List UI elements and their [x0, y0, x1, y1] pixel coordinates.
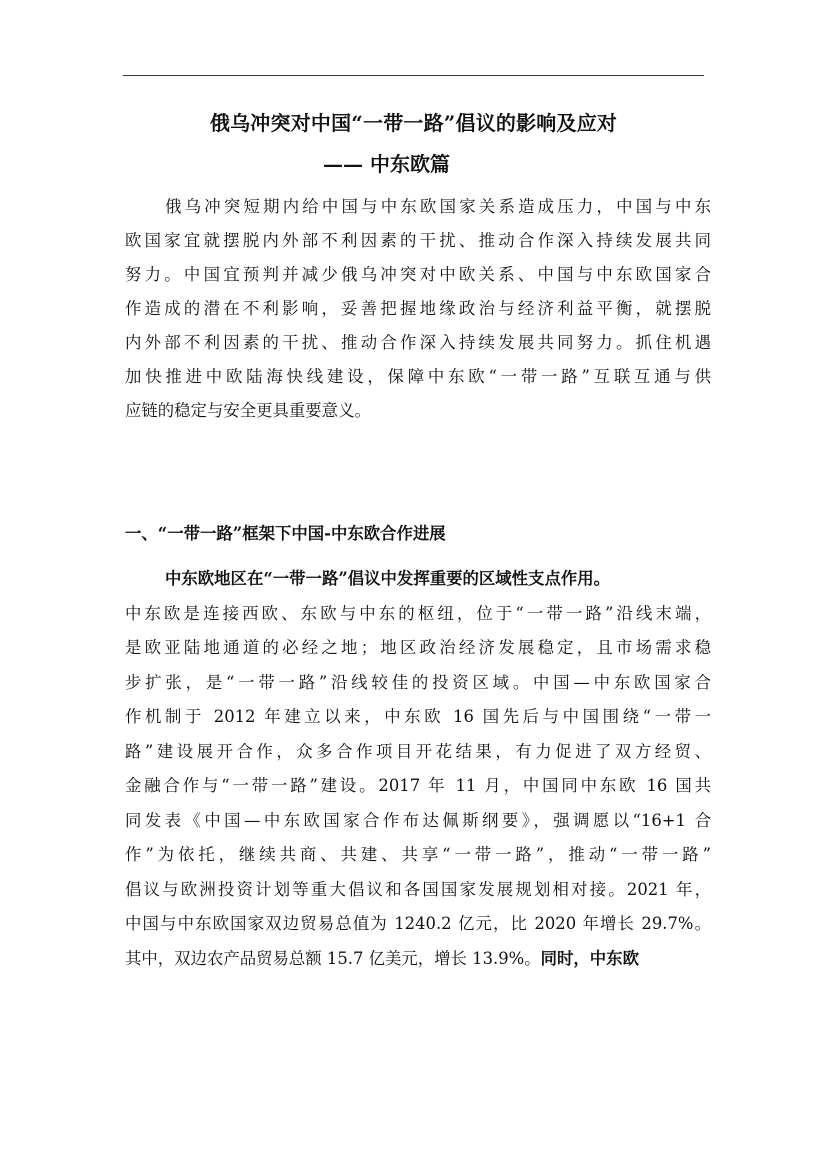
header-rule: [123, 75, 704, 76]
paragraph-line: 中东欧是连接西欧、东欧与中东的枢纽，位于“一带一路”沿线末端，: [125, 603, 711, 623]
paragraph-line: 同发表《中国—中东欧国家合作布达佩斯纲要》，强调愿以“16+1 合: [125, 810, 711, 830]
document-subtitle: —— 中东欧篇: [323, 152, 450, 176]
paragraph-line: 中国与中东欧国家双边贸易总值为 1240.2 亿元，比 2020 年增长 29.7%。: [125, 914, 711, 933]
final-line-bold-text: 同时，中东欧: [540, 948, 639, 968]
paragraph-line: 作造成的潜在不利影响，妥善把握地缘政治与经济利益平衡，就摆脱: [125, 299, 711, 318]
paragraph-line: 内外部不利因素的干扰、推动合作深入持续发展共同努力。抓住机遇: [125, 333, 711, 352]
paragraph-line: 作”为依托，继续共商、共建、共享“一带一路”，推动“一带一路”: [125, 845, 711, 864]
paragraph-line: 是欧亚陆地通道的必经之地；地区政治经济发展稳定，且市场需求稳: [125, 638, 711, 657]
paragraph-line-final: [125, 942, 711, 977]
paragraph-line: 金融合作与“一带一路”建设。2017 年 11 月，中国同中东欧 16 国共: [125, 776, 711, 795]
paragraph-line: 欧国家宜就摆脱内外部不利因素的干扰、推动合作深入持续发展共同: [125, 231, 711, 250]
paragraph-line: 俄乌冲突短期内给中国与中东欧国家关系造成压力，中国与中东: [165, 197, 711, 216]
section-paragraph: [125, 562, 711, 976]
section-heading: 一、“一带一路”框架下中国-中东欧合作进展: [125, 524, 446, 543]
paragraph-line: 作机制于 2012 年建立以来，中东欧 16 国先后与中国围绕“一带一: [125, 707, 711, 726]
paragraph-line: 努力。中国宜预判并减少俄乌冲突对中欧关系、中国与中东欧国家合: [125, 265, 711, 284]
paragraph-line: 加快推进中欧陆海快线建设，保障中东欧“一带一路”互联互通与供: [125, 367, 711, 386]
paragraph-line: 步扩张，是“一带一路”沿线较佳的投资区域。中国—中东欧国家合: [125, 672, 711, 692]
section-lead-sentence: 中东欧地区在“一带一路”倡议中发挥重要的区域性支点作用。: [165, 569, 611, 588]
final-line-text: 其中，双边农产品贸易总额 15.7 亿美元，增长 13.9%。: [125, 948, 541, 968]
paragraph-line: 倡议与欧洲投资计划等重大倡议和各国国家发展规划相对接。2021 年，: [125, 879, 711, 899]
paragraph-line: 应链的稳定与安全更具重要意义。: [125, 401, 371, 420]
document-title: 俄乌冲突对中国“一带一路”倡议的影响及应对: [209, 111, 618, 135]
paragraph-line: 路”建设展开合作，众多合作项目开花结果，有力促进了双方经贸、: [125, 741, 711, 761]
intro-paragraph: [125, 190, 711, 428]
